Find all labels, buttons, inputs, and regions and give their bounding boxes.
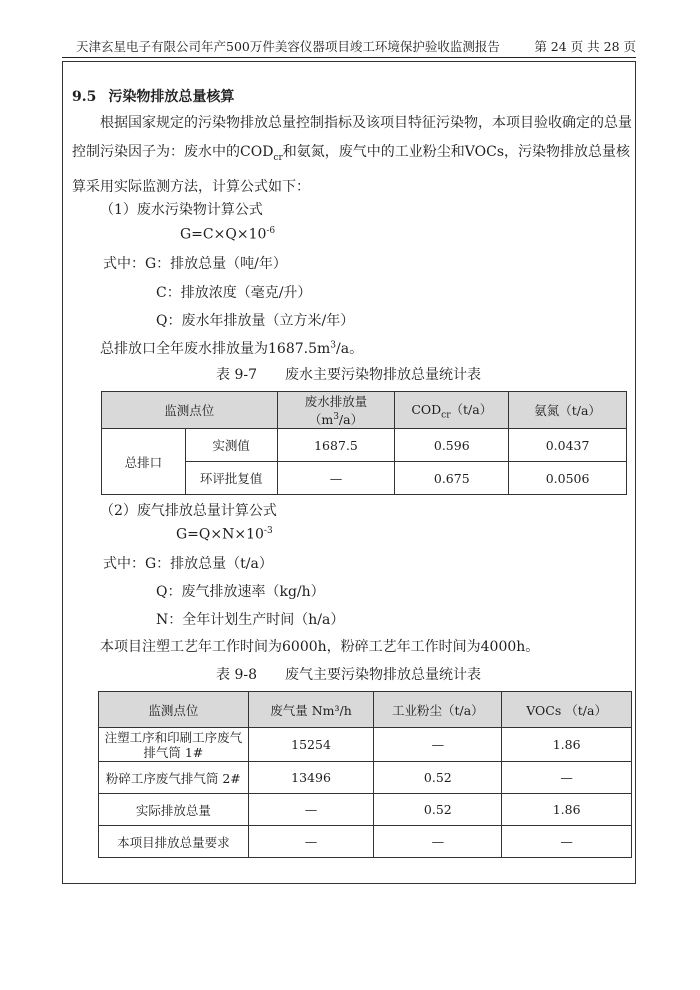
- cell-dust: 0.52: [374, 794, 502, 826]
- cell-ammonia: 0.0506: [509, 462, 627, 495]
- table-9-7-caption: 表 9-7 废水主要污染物排放总量统计表: [216, 367, 481, 383]
- cell-cod: 0.675: [395, 462, 509, 495]
- cell-gas: 13496: [248, 762, 374, 794]
- section-heading: [72, 86, 234, 106]
- table-row: [99, 794, 632, 826]
- gas-formula-text: G=Q×N×10: [176, 526, 264, 543]
- cell-point: 注塑工序和印刷工序废气排气筒 1#: [99, 728, 249, 762]
- wastewater-formula-heading: （1）废水污染物计算公式: [100, 202, 263, 218]
- cell-point: 粉碎工序废气排气筒 2#: [99, 762, 249, 794]
- exhaust-gas-table: [98, 691, 632, 858]
- cell-vocs: —: [502, 826, 632, 858]
- cell-volume: 1687.5: [277, 429, 395, 462]
- table-9-8-caption: 表 9-8 废气主要污染物排放总量统计表: [216, 667, 481, 683]
- cell-vocs: 1.86: [502, 794, 632, 826]
- wastewater-var-g: 式中：G：排放总量（吨/年）: [103, 256, 287, 272]
- row-label: 环评批复值: [185, 462, 277, 495]
- header-gas-volume: 废气量 Nm³/h: [248, 692, 374, 728]
- section-number: 9.5: [72, 89, 97, 105]
- header-rule: [62, 57, 636, 58]
- page-header: [62, 34, 636, 56]
- cell-cod: 0.596: [395, 429, 509, 462]
- annual-discharge-tail: /a。: [336, 341, 364, 357]
- page-number: 第 24 页 共 28 页: [534, 39, 636, 54]
- intro-text-1: 根据国家规定的污染物排放总量控制指标及该项目特征污染物，本项目验收确定的总量控制污染因子为：废水中的COD: [72, 115, 632, 160]
- wastewater-table: [101, 391, 627, 495]
- cell-dust: —: [374, 728, 502, 762]
- header-monitoring-point: 监测点位: [102, 392, 278, 429]
- gas-formula-heading: （2）废气排放总量计算公式: [100, 503, 277, 519]
- intro-paragraph: [72, 109, 632, 202]
- table-row: [99, 728, 632, 762]
- cell-volume: —: [277, 462, 395, 495]
- cell-ammonia: 0.0437: [509, 429, 627, 462]
- cell-dust: 0.52: [374, 762, 502, 794]
- header-industrial-dust: 工业粉尘（t/a）: [374, 692, 502, 728]
- cell-point: 本项目排放总量要求: [99, 826, 249, 858]
- gas-var-n: N：全年计划生产时间（h/a）: [156, 612, 345, 628]
- table-row: [99, 826, 632, 858]
- gas-formula-exponent: -3: [263, 526, 273, 536]
- row-label: 实测值: [185, 429, 277, 462]
- gas-var-q: Q：废气排放速率（kg/h）: [156, 584, 325, 600]
- cell-vocs: —: [502, 762, 632, 794]
- gas-var-g: 式中：G：排放总量（t/a）: [103, 556, 273, 572]
- wastewater-var-c: C：排放浓度（毫克/升）: [156, 285, 312, 301]
- working-time-note: 本项目注塑工艺年工作时间为6000h，粉碎工艺年工作时间为4000h。: [100, 639, 540, 655]
- cell-gas: —: [248, 794, 374, 826]
- annual-discharge-statement: [100, 338, 363, 358]
- cell-gas: —: [248, 826, 374, 858]
- header-cod: $COD_{cr}(t/a)$: [395, 392, 509, 429]
- cell-point: 实际排放总量: [99, 794, 249, 826]
- header-monitoring-point: 监测点位: [99, 692, 249, 728]
- intro-text-2: 和氨氮，废气中的工业粉尘和VOCs，污染物排放总量核算采用实际监测方法，计算公式如下：: [72, 144, 631, 195]
- wastewater-formula-exponent: -6: [266, 226, 276, 236]
- wastewater-var-q: Q：废水年排放量（立方米/年）: [156, 313, 355, 329]
- wastewater-formula-text: G=C×Q×10: [180, 226, 267, 243]
- row-group-total-outlet: 总排口: [102, 429, 186, 495]
- annual-discharge-sup: 3: [330, 340, 336, 351]
- header-ammonia: 氨氮（t/a）: [509, 392, 627, 429]
- cell-gas: 15254: [248, 728, 374, 762]
- table-row: [102, 429, 627, 462]
- cell-vocs: 1.86: [502, 728, 632, 762]
- annual-discharge-text: 总排放口全年废水排放量为1687.5m: [100, 341, 331, 357]
- section-title: 污染物排放总量核算: [108, 89, 235, 105]
- wastewater-formula: [180, 226, 275, 243]
- header-wastewater-volume: 废水排放量$(m^3/a)$: [277, 392, 395, 429]
- header-vocs: VOCs （t/a）: [502, 692, 632, 728]
- gas-formula: [176, 526, 273, 543]
- report-title: 天津玄星电子有限公司年产500万件美容仪器项目竣工环境保护验收监测报告: [76, 39, 500, 54]
- table-row: [99, 762, 632, 794]
- cell-dust: —: [374, 826, 502, 858]
- intro-cod-subscript: cr: [273, 152, 283, 163]
